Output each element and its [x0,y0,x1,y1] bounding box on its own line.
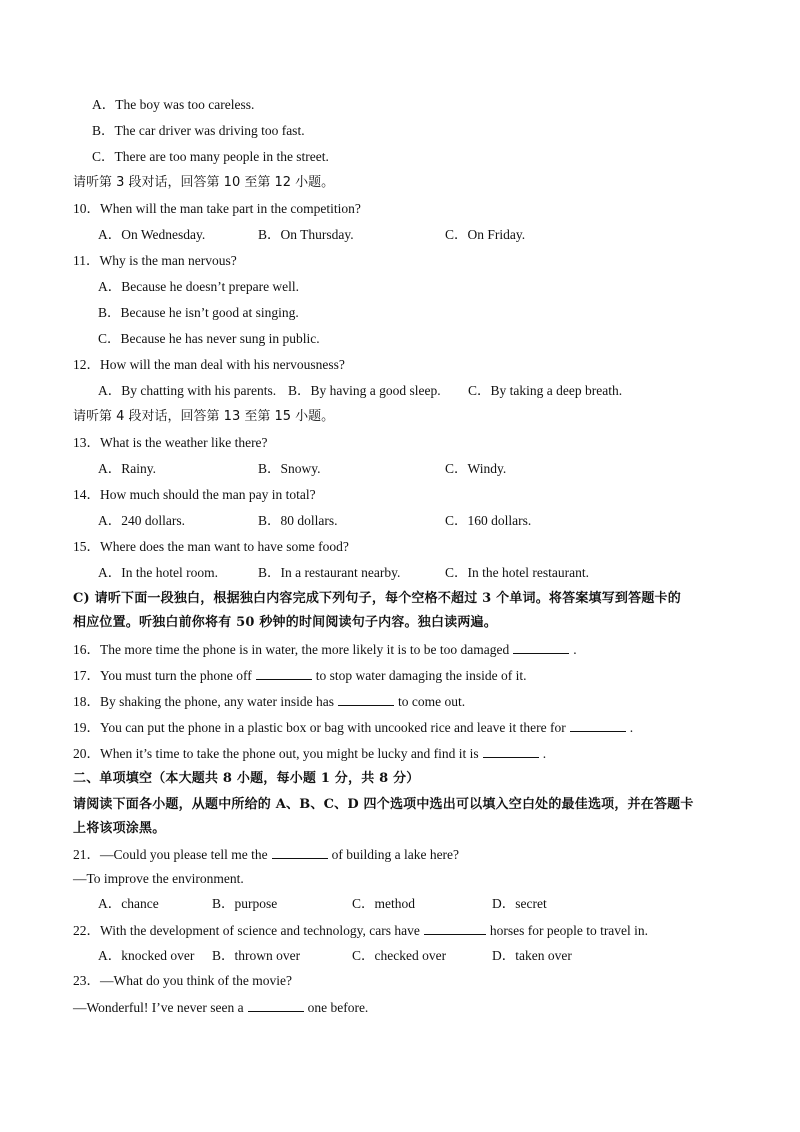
question-22-option-b: B．thrown over [212,948,301,963]
question-18-text: 18．By shaking the phone, any water inside has [73,694,334,709]
section-c-heading: C) 请听下面一段独白，根据独白内容完成下列句子，每个空格不超过 3 个单词。将答案填写到答题卡的 [73,591,681,606]
question-15-option-b: B．In a restaurant nearby. [258,565,401,580]
option-b: B．The car driver was driving too fast. [92,123,305,138]
answer-blank [248,999,304,1012]
answer-blank [256,667,312,680]
question-23-reply [73,999,368,1016]
question-11-option-b: B．Because he isn’t good at singing. [98,305,299,320]
question-22-option-d: D．taken over [492,948,572,963]
question-19-end: . [629,720,634,735]
question-11-option-a: A．Because he doesn’t prepare well. [98,279,300,294]
question-13-option-b: B．Snowy. [258,461,321,476]
question-22 [73,922,648,939]
question-21-option-b: B．purpose [212,896,278,911]
question-22-end: horses for people to travel in. [489,923,649,938]
question-10-option-a: A．On Wednesday. [98,227,206,242]
answer-blank [272,846,328,859]
question-19-text: 19．You can put the phone in a plastic box or bag with uncooked rice and leave it there for [73,720,566,735]
question-14-option-c: C．160 dollars. [445,513,532,528]
part-two-instruction: 请阅读下面各小题，从题中所给的 A、B、C、D 四个选项中选出可以填入空白处的最佳选项，并在答题卡 [73,797,694,812]
question-12-option-b: B．By having a good sleep. [288,383,441,398]
question-16 [73,641,577,658]
question-22-option-c: C．checked over [352,948,447,963]
question-15: 15．Where does the man want to have some food? [73,539,349,554]
question-11: 11．Why is the man nervous? [73,253,237,268]
question-13-option-c: C．Windy. [445,461,507,476]
answer-blank [513,641,569,654]
question-21-text: 21．—Could you please tell me the [73,847,268,862]
question-20 [73,745,546,762]
question-21-option-c: C．method [352,896,415,911]
question-21-reply: —To improve the environment. [73,871,244,886]
question-12-option-a: A．By chatting with his parents. [98,383,277,398]
question-16-end: . [573,642,577,657]
option-a: A．The boy was too careless. [92,97,255,112]
question-23-reply-text: —Wonderful! I’ve never seen a [73,1000,244,1015]
question-19 [73,719,633,736]
question-15-option-c: C．In the hotel restaurant. [445,565,589,580]
question-13: 13．What is the weather like there? [73,435,268,450]
question-20-text: 20．When it’s time to take the phone out, you might be lucky and find it is [73,746,479,761]
answer-blank [570,719,626,732]
question-21-option-d: D．secret [492,896,547,911]
question-22-option-a: A．knocked over [98,948,195,963]
answer-blank [483,745,539,758]
option-c: C．There are too many people in the street. [92,149,329,164]
answer-blank [424,922,486,935]
part-two-instruction-cont: 上将该项涂黑。 [73,821,166,836]
question-12: 12．How will the man deal with his nervousness? [73,357,345,372]
question-14-option-a: A．240 dollars. [98,513,185,528]
question-20-end: . [542,746,547,761]
question-14-option-b: B．80 dollars. [258,513,338,528]
section-c-heading-cont: 相应位置。听独白前你将有 50 秒钟的时间阅读句子内容。独白读两遍。 [73,615,497,630]
question-15-option-a: A．In the hotel room. [98,565,218,580]
question-10-option-b: B．On Thursday. [258,227,354,242]
question-21 [73,846,459,863]
question-11-option-c: C．Because he has never sung in public. [98,331,320,346]
question-21-option-a: A．chance [98,896,159,911]
section-instruction: 请听第 3 段对话，回答第 10 至第 12 小题。 [73,175,335,190]
question-13-option-a: A．Rainy. [98,461,156,476]
section-instruction: 请听第 4 段对话，回答第 13 至第 15 小题。 [73,409,335,424]
question-22-text: 22．With the development of science and technology, cars have [73,923,420,938]
question-16-text: 16．The more time the phone is in water, the more likely it is to be too damaged [73,642,510,657]
question-18 [73,693,465,710]
question-10: 10．When will the man take part in the competition? [73,201,361,216]
question-21-end: of building a lake here? [331,847,460,862]
part-two-heading: 二、单项填空（本大题共 8 小题，每小题 1 分，共 8 分） [73,771,420,786]
question-10-option-c: C．On Friday. [445,227,526,242]
question-23-reply-end: one before. [307,1000,369,1015]
answer-blank [338,693,394,706]
question-17-text: 17．You must turn the phone off [73,668,252,683]
question-18-end: to come out. [397,694,466,709]
question-17 [73,667,526,684]
question-14: 14．How much should the man pay in total? [73,487,316,502]
question-23: 23．—What do you think of the movie? [73,973,292,988]
question-12-option-c: C．By taking a deep breath. [468,383,623,398]
question-17-end: to stop water damaging the inside of it. [315,668,527,683]
